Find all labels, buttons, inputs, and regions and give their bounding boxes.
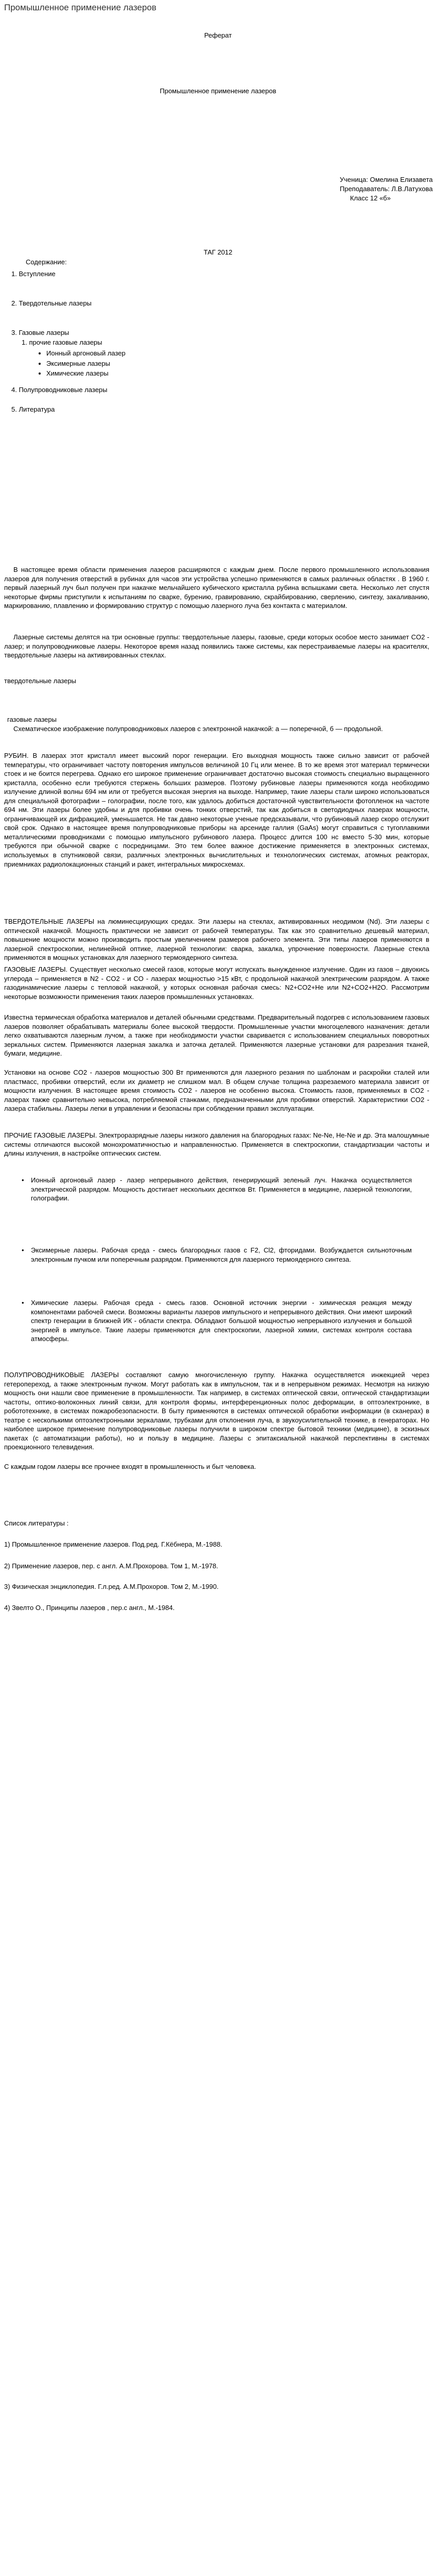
header-label: Реферат (204, 31, 232, 39)
toc-item-intro[interactable]: 1. Вступление (11, 270, 56, 278)
toc-item-literature[interactable]: 5. Литература (11, 405, 55, 413)
gas-paragraph-3: Установки на основе CO2 - лазеров мощностью 300 Вт применяются для лазерного резания по шаблонам и раскройки сталей или пластмасс, пробивки отверстий, если их диаметр не слишком мал. В общем случае толщина разрезаемого материала зависит от мощности излучения. В настоящее время стоимость CO2 - лазеров не особенно высока. Стоимость газов, применяемых в CO2 - лазерах также сравнительно невысока, потребляемой станками, предназначенными для пробивки отверстий. Характеристики CO2 - лазера стабильны. Лазеры легки в управлении и безопасны при соблюдении правил эксплуатации. (4, 1069, 429, 1113)
solid-lasers-label: твердотельные лазеры (4, 677, 77, 685)
toc-subsub-list (36, 348, 126, 379)
semiconductor-paragraph: ПОЛУПРОВОДНИКОВЫЕ ЛАЗЕРЫ составляют самую многочисленную группу. Накачка осуществляется инжекцией через гетеропереход, а также электронным пучком. Могут работать как в импульсном, так и в непрерывном режимах. Несмотря на низкую мощность они нашли свое применение в промышленности. Так например, в системах оптической связи, оптической стандартизации частоты, оптико-волоконных линий связи, для контроля формы, интерференционных полос деформации, в оптоэлектронике, в робототехнике, в системах пожаробезопасности. В быту применяются в системах оптической обработки информации (в сканерах) в театре с несколькими оптоэлектронными зеркалами, трубками для отклонения луча, в звукоусилительной технике, в генераторах. Но наиболее широкое применение полупроводниковые лазеры получили в широком спектре бытовой техники (медицине), в эскизных пакетах (с автоматизации работы), но и пользу в медицине. Лазеры с эпитаксиальной накачкой перспективны в системах проекционного телевидения. (4, 1371, 429, 1451)
toc-subitem-other-gas[interactable]: 1. прочие газовые лазеры (22, 338, 102, 346)
reference-item: 1) Промышленное применение лазеров. Под.ред. Г.Кёбнера, М.-1988. (4, 1540, 222, 1548)
toc-subsub-chemical[interactable]: • Химические лазеры (46, 369, 126, 378)
reference-item: 3) Физическая энциклопедия. Г.л.ред. А.М.Прохоров. Том 2, М.-1990. (4, 1583, 219, 1590)
page-title: Промышленное применение лазеров (4, 3, 156, 12)
conclusion: С каждым годом лазеры все прочнее входят в промышленность и быт человека. (4, 1463, 256, 1470)
gas-paragraph-1: ГАЗОВЫЕ ЛАЗЕРЫ. Существует несколько смесей газов, которые могут испускать вынужденное излучение. Один из газов – двуокись углерода – применяется в N2 - CO2 - и CO - лазерах мощностью >15 кВт, с продольной накачкой электрическим разрядом. А также газодинамические лазеры с тепловой накачкой, у которых основная рабочая смесь: N2+CO2+He или N2+CO2+H2O. Рассмотрим некоторые возможности применения таких лазеров промышленных установках. (4, 965, 429, 1001)
solid-state-paragraph: ТВЕРДОТЕЛЬНЫЕ ЛАЗЕРЫ на люминесцирующих средах. Эти лазеры на стеклах, активированных неодимом (Nd). Эти лазеры с оптической накачкой. Мощность практически не зависит от рабочей температуры. Так как это сравнительно дешевый материал, повышение мощности можно производить простым увеличением размеров рабочего элемента. Эти типы лазеров применяются в лазерной спектроскопии, нелинейной оптике, лазерной технологии: сварка, закалка, упрочнение поверхности. Лазерные стекла применяются в мощных установках для лазерного термоядерного синтеза. (4, 918, 429, 962)
reference-item: 4) Звелто О., Принципы лазеров , пер.с англ., М.-1984. (4, 1604, 175, 1612)
ruby-paragraph: РУБИН. В лазерах этот кристалл имеет высокий порог генерации. Его выходная мощность также сильно зависит от рабочей температуры, что ограничивает частоту повторения импульсов величиной 10 Гц или менее. В то же время этот материал термически стоек и не боится перегрева. Однако его широкое применение ограничивает достаточно высокая стоимость специально выращенного кристалла, особенно если требуются стержень больших размеров. Поэтому рубиновые лазеры применяются когда необходимо излучение длиной волны 694 нм или от требуется высокая энергия на выходе. Например, такие лазеры стали широко использоваться для специальной фотографии – голографии, после того, как удалось добиться достаточной чувствительности фотопленок на частоте 694 нм. Эти лазеры более удобны и для пробивки очень тонких отверстий, так как добиться в светодиодных лазерах мощности, ограничивающей их дифракцией, уменьшается. Не так давно некоторые ученые предсказывали, что рубиновый лазер скоро отслужит свой срок. Однако в настоящее время полупроводниковые приборы на арсениде галлия (GaAs) могут справиться с тугоплавкими металлическими проводниками с помощью импульсного рубинового лазера. Процесс длится 100 нс вместо 5-30 мин, которые требуются при обычной сварке с посредницами. Это тем более важное достижение применяется в электронных системах, используемых в спутниковой связи, различных электронных вычислительных и технологических системах, атомных реакторах, приемниках радиолокационных станций и ракет, интегральных микросхемах. (4, 752, 429, 868)
bullet-dot-icon: • (22, 1246, 24, 1254)
gas-paragraph-2: Известна термическая обработка материалов и деталей обычными средствами. Предварительный подогрев с использованием газовых лазеров позволяет обрабатывать материалы более высокой твердости. Промышленные участки многоцелевого назначения: детали легко охватываются лазерным лучом, а также при необходимости участки сваривается с использованием специальных поворотных зеркальных систем. Применяются лазерная закалка и заточка деталей. Применяются лазерные установки для разрезания тканей, бумаги, медицине. (4, 1013, 429, 1058)
bullet-excimer (22, 1246, 412, 1264)
toc-item-gas[interactable]: 3. Газовые лазеры (11, 329, 69, 336)
toc-subsub-argon[interactable]: • Ионный аргоновый лазер (46, 349, 126, 358)
student-name: Ученица: Омелина Елизавета (340, 176, 433, 183)
intro-paragraph-2: Лазерные системы делятся на три основные группы: твердотельные лазеры, газовые, среди которых особое место занимает CO2 - лазер; и полупроводниковые лазеры. Некоторое время назад появились также системы, как перестраиваемые лазеры на красителях, твердотельные лазеры на активированных стеклах. (4, 633, 429, 659)
references-heading: Список литературы : (4, 1519, 69, 1527)
teacher-name: Преподаватель: Л.В.Латухова (340, 185, 433, 193)
bullet-excimer-text: Эксимерные лазеры. Рабочая среда - смесь благородных газов с F2, Cl2, фторидами. Возбуждается сильноточным электронным пучком или поперечным разрядом. Применяются для лазерного термоядерного синтеза. (31, 1246, 412, 1263)
document-title: Промышленное применение лазеров (160, 87, 276, 95)
class-label: Класс 12 «б» (350, 194, 391, 202)
reference-item: 2) Применение лазеров, пер. с англ. А.М.Прохорова. Том 1, М.-1978. (4, 1562, 218, 1570)
bullet-argon (22, 1176, 412, 1203)
bullet-argon-text: Ионный аргоновый лазер - лазер непрерывного действия, генерирующий зеленый луч. Накачка осуществляется электрической разрядом. Мощность достигает нескольких десятков Вт. Применяется в медицине, лазерной технологии, голографии. (31, 1176, 412, 1202)
toc-subsub-excimer[interactable]: • Эксимерные лазеры (46, 359, 126, 368)
toc-item-solid[interactable]: 2. Твердотельные лазеры (11, 299, 92, 307)
bullet-chemical (22, 1298, 412, 1344)
gas-lasers-label: газовые лазеры (7, 716, 57, 723)
bullet-dot-icon: • (22, 1176, 24, 1184)
figure-caption: Схематическое изображение полупроводниковых лазеров с электронной накачкой: а — поперечной, б — продольной. (13, 725, 383, 733)
place-year: ТАГ 2012 (203, 248, 233, 256)
toc-heading: Содержание: (26, 258, 67, 266)
bullet-chemical-text: Химические лазеры. Рабочая среда - смесь газов. Основной источник энергии - химическая реакция между компонентами рабочей смеси. Возможны варианты лазеров импульсного и непрерывного действия. Они имеют широкий спектр генерации в ближней ИК - области спектра. Обладают большой мощностью непрерывного излучения и большой энергией в импульсе. Такие лазеры применяются для спектроскопии, лазерной химии, системах контроля состава атмосферы. (31, 1299, 412, 1343)
other-gas-paragraph: ПРОЧИЕ ГАЗОВЫЕ ЛАЗЕРЫ. Электроразрядные лазеры низкого давления на благородных газах: Ne-Ne, He-Ne и др. Эта малошумные системы отличаются высокой монохроматичностью и направленностью. Применяется в спектроскопии, стандартизации частоты и длины излучения, в настройке оптических систем. (4, 1131, 429, 1158)
toc-item-semiconductor[interactable]: 4. Полупроводниковые лазеры (11, 386, 108, 394)
intro-paragraph-1: В настоящее время области применения лазеров расширяются с каждым днем. После первого промышленного использования лазеров для получения отверстий в рубинах для часов эти устройства успешно применяются в самых различных областях . В 1960 г. первый лазерный луч был получен при накачке мельчайшего кубического кристалла рубина вспышками света. Несколько лет спустя некоторые фирмы приступили к испытаниям по сварке, бурению, гравированию, скрайбированию, сверлению, синтезу, закаливанию, маркированию, плавлению и формированию структур с помощью лазерного луча без контакта с материалом. (4, 566, 429, 610)
bullet-dot-icon: • (22, 1299, 24, 1307)
